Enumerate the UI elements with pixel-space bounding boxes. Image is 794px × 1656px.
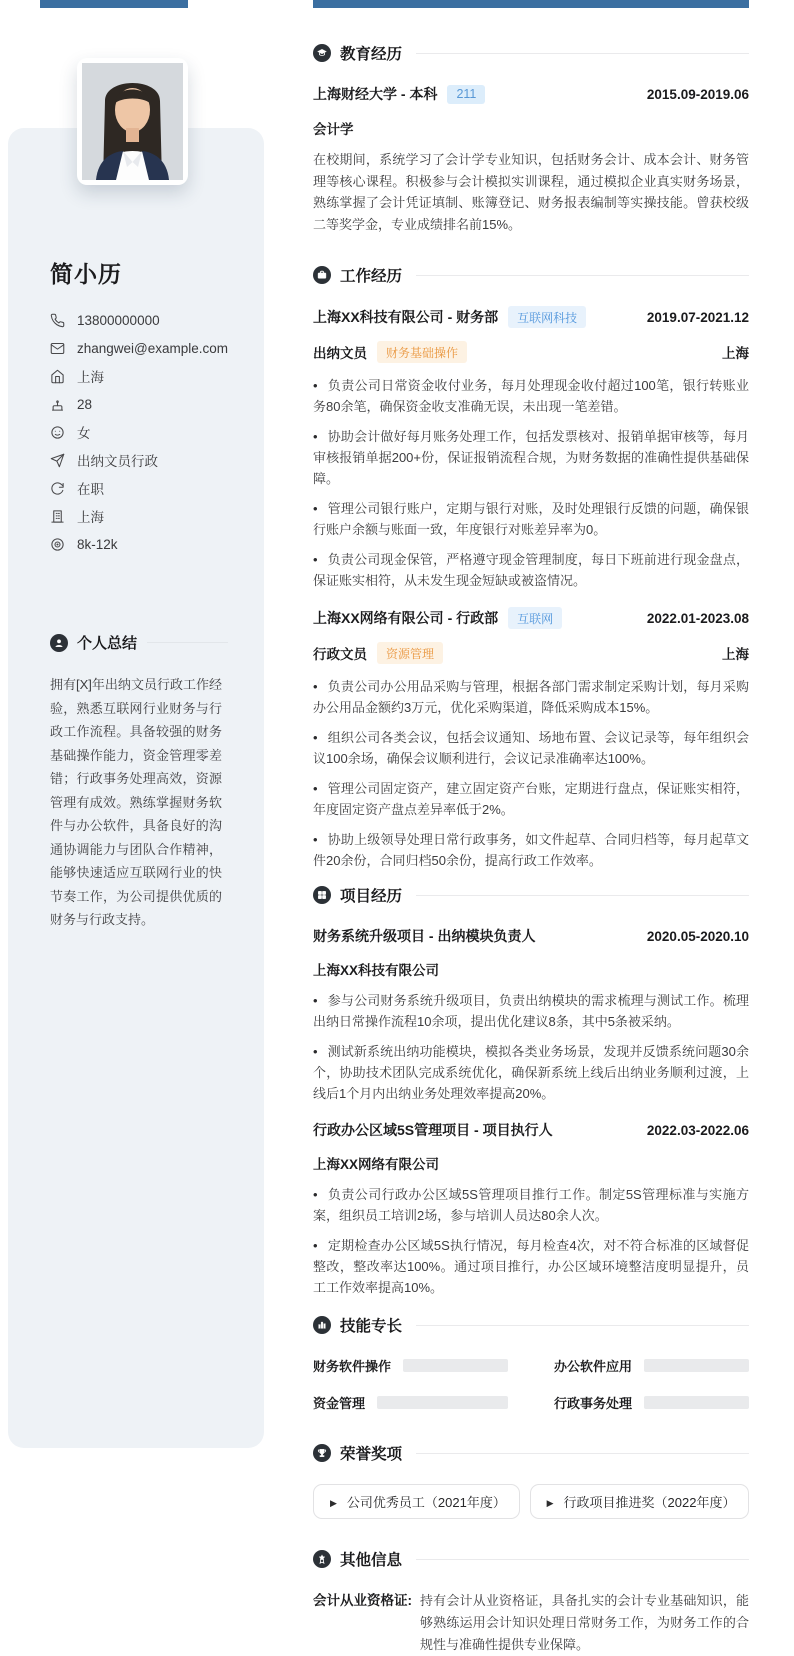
skill-bar-track [403, 1359, 508, 1372]
contact-list [50, 306, 228, 558]
certificate-item [313, 1590, 749, 1656]
school-name: 上海财经大学 - 本科 [313, 86, 438, 102]
skill-bar-track [377, 1396, 508, 1409]
contact-phone [50, 306, 228, 334]
main-column [313, 42, 749, 1656]
project-dates: 2020.05-2020.10 [646, 928, 749, 944]
summary-text: 拥有[X]年出纳文员行政工作经验，熟悉互联网行业财务与行政工作流程。具备较强的财务基础操作能力，资金管理零差错；行政事务处理高效，资源管理有成效。熟练掌握财务软件与办公软件，具备良好的沟通协调能力与团队合作精神，能够快速适应互联网行业的快节奏工作，为公司提供优质的财务与行政支持。 [50, 677, 222, 927]
status-icon [50, 481, 65, 496]
job-subheader [313, 642, 749, 664]
certificate-text: 持有会计从业资格证，具备扎实的会计专业基础知识，能够熟练运用会计知识处理日常财务工作，为财务工作的合规性与准确性提供专业保障。 [420, 1593, 749, 1652]
bullet-dot [313, 429, 328, 444]
honors-title: 荣誉奖项 [340, 1446, 403, 1463]
contact-value: 上海 [77, 370, 104, 385]
contact-value: 在职 [77, 482, 104, 497]
bullet-dot [313, 730, 328, 745]
position-icon [50, 453, 65, 468]
project-header [313, 1120, 749, 1140]
contact-city [50, 502, 228, 530]
project-item [313, 926, 749, 1104]
contact-salary [50, 530, 228, 558]
contact-value: 出纳文员行政 [77, 454, 158, 469]
job-position: 出纳文员 [313, 346, 367, 361]
job-dates: 2022.01-2023.08 [646, 610, 749, 626]
job-bullet: • 协助上级领导处理日常行政事务，如文件起草、合同归档等，每月起草文件20余份，合同归档50余份，提高行政工作效率。 [313, 829, 749, 871]
job-header [313, 306, 749, 328]
contact-value: 13800000000 [77, 312, 160, 328]
divider [416, 1453, 749, 1454]
bullet-dot [313, 1187, 328, 1202]
mail-icon [50, 341, 65, 356]
skills-title: 技能专长 [340, 1318, 403, 1335]
main-accent-bar [313, 0, 749, 8]
education-description: 在校期间，系统学习了会计学专业知识，包括财务会计、成本会计、财务管理等核心课程。积极参与会计模拟实训课程，通过模拟企业真实财务场景，熟练掌握了会计凭证填制、账簿登记、财务报表编制等实操技能。曾获校级二等奖学金，专业成绩排名前15%。 [313, 152, 749, 232]
project-name: 财务系统升级项目 - 出纳模块负责人 [313, 928, 536, 944]
candidate-name: 简小历 [50, 261, 122, 287]
skill-label: 办公软件应用 [554, 1359, 633, 1374]
bullet-dot [313, 993, 328, 1008]
divider [147, 642, 228, 643]
project-bullet: • 定期检查办公区域5S执行情况，每月检查4次，对不符合标准的区域督促整改，整改率达100%。通过项目推行，办公区域环境整洁度明显提升，员工工作效率提高10%。 [313, 1235, 749, 1298]
skills-section-header [313, 1314, 749, 1336]
bar-chart-icon [313, 1316, 331, 1334]
skill-bar-track [644, 1396, 749, 1409]
certificate-label: 会计从业资格证: [313, 1593, 412, 1608]
education-major: 会计学 [313, 122, 354, 137]
contact-position [50, 446, 228, 474]
divider [416, 1325, 749, 1326]
summary-title: 个人总结 [77, 635, 138, 652]
contact-value: 28 [77, 396, 93, 412]
skills-grid [313, 1356, 749, 1412]
honor-pill[interactable] [313, 1484, 520, 1519]
bullet-dot [313, 1238, 328, 1253]
industry-tag: 互联网 [508, 607, 562, 629]
honor-pill[interactable] [530, 1484, 749, 1519]
job-bullet: • 管理公司银行账户，定期与银行对账，及时处理银行反馈的问题，确保银行账户余额与账面一致，年度银行对账差异率为0。 [313, 498, 749, 540]
job-subheader [313, 341, 749, 363]
other-section-header [313, 1548, 749, 1570]
divider [416, 1559, 749, 1560]
divider [416, 53, 749, 54]
skill-item [313, 1393, 508, 1412]
school-badge: 211 [447, 85, 485, 104]
trophy-icon [313, 1444, 331, 1462]
contact-location [50, 362, 228, 390]
projects-title: 项目经历 [340, 888, 403, 905]
job-bullet: • 管理公司固定资产，建立固定资产台账，定期进行盘点，保证账实相符，年度固定资产盘点差异率低于2%。 [313, 778, 749, 820]
honor-list [313, 1484, 749, 1519]
contact-status [50, 474, 228, 502]
play-icon [547, 1494, 554, 1509]
person-icon [50, 634, 68, 652]
divider [416, 895, 749, 896]
company-name: 上海XX网络有限公司 - 行政部 [313, 610, 499, 626]
education-title: 教育经历 [340, 46, 403, 63]
sidebar-content [50, 256, 228, 932]
briefcase-icon [313, 266, 331, 284]
salary-icon [50, 537, 65, 552]
bullet-dot [313, 1044, 328, 1059]
skill-label: 财务软件操作 [313, 1359, 392, 1374]
job-location: 上海 [722, 346, 749, 361]
city-icon [50, 509, 65, 524]
bullet-dot [313, 552, 328, 567]
project-bullet: • 测试新系统出纳功能模块，模拟各类业务场景，发现并反馈系统问题30余个，协助技术团队完成系统优化，确保新系统上线后出纳业务顺利过渡，上线后1个月内出纳业务处理效率提高20%。 [313, 1041, 749, 1104]
contact-email [50, 334, 228, 362]
industry-tag: 互联网科技 [508, 306, 586, 328]
project-header [313, 926, 749, 946]
skill-item [554, 1393, 749, 1412]
contact-value: 女 [77, 426, 91, 441]
project-item [313, 1120, 749, 1298]
honor-label: 公司优秀员工（2021年度） [346, 1495, 506, 1510]
job-bullet: • 组织公司各类会议，包括会议通知、场地布置、会议记录等，每年组织会议100余场，确保会议顺利进行，会议记录准确率达100%。 [313, 727, 749, 769]
skill-item [313, 1356, 508, 1375]
education-dates: 2015.09-2019.06 [646, 86, 749, 102]
divider [416, 275, 749, 276]
project-bullet: • 负责公司行政办公区域5S管理项目推行工作。制定5S管理标准与实施方案，组织员工培训2场，参与培训人员达80余人次。 [313, 1184, 749, 1226]
bullet-dot [313, 781, 328, 796]
bullet-dot [313, 832, 328, 847]
project-company: 上海XX网络有限公司 [313, 1157, 440, 1172]
project-name: 行政办公区域5S管理项目 - 项目执行人 [313, 1122, 553, 1138]
skill-label: 资金管理 [313, 1396, 366, 1411]
job-bullet: • 负责公司现金保管，严格遵守现金管理制度，每日下班前进行现金盘点，保证账实相符，从未发生现金短缺或被盗情况。 [313, 549, 749, 591]
play-icon [330, 1494, 337, 1509]
job-bullet: • 协助会计做好每月账务处理工作，包括发票核对、报销单据审核等，每月审核报销单据200+份，保证报销流程合规，为财务数据的准确性提供基础保障。 [313, 426, 749, 489]
contact-value: 8k-12k [77, 536, 118, 552]
position-tag: 财务基础操作 [377, 341, 467, 363]
medal-icon [313, 1550, 331, 1568]
honor-label: 行政项目推进奖（2022年度） [563, 1495, 736, 1510]
other-title: 其他信息 [340, 1552, 403, 1569]
graduation-cap-icon [313, 44, 331, 62]
gender-icon [50, 425, 65, 440]
contact-gender [50, 418, 228, 446]
honors-section-header [313, 1442, 749, 1464]
profile-photo-image [82, 63, 183, 180]
project-company: 上海XX科技有限公司 [313, 963, 440, 978]
job-item [313, 607, 749, 871]
job-location: 上海 [722, 647, 749, 662]
home-icon [50, 369, 65, 384]
job-bullet: • 负责公司日常资金收付业务，每月处理现金收付超过100笔，银行转账业务80余笔，确保资金收支准确无误，未出现一笔差错。 [313, 375, 749, 417]
profile-photo [77, 58, 188, 185]
age-icon [50, 397, 65, 412]
job-dates: 2019.07-2021.12 [646, 309, 749, 325]
position-tag: 资源管理 [377, 642, 443, 664]
job-bullet: • 负责公司办公用品采购与管理，根据各部门需求制定采购计划，每月采购办公用品金额约3万元，优化采购渠道，降低采购成本15%。 [313, 676, 749, 718]
contact-age [50, 390, 228, 418]
education-section-header [313, 42, 749, 64]
phone-icon [50, 313, 65, 328]
summary-header [50, 632, 228, 653]
skill-label: 行政事务处理 [554, 1396, 633, 1411]
bullet-dot [313, 378, 328, 393]
job-position: 行政文员 [313, 647, 367, 662]
project-bullet: • 参与公司财务系统升级项目，负责出纳模块的需求梳理与测试工作。梳理出纳日常操作流程10余项，提出优化建议8条，其中5条被采纳。 [313, 990, 749, 1032]
work-section-header [313, 264, 749, 286]
grid-icon [313, 886, 331, 904]
sidebar-accent-bar [40, 0, 188, 8]
company-name: 上海XX科技有限公司 - 财务部 [313, 309, 499, 325]
contact-value: zhangwei@example.com [77, 340, 229, 356]
project-dates: 2022.03-2022.06 [646, 1122, 749, 1138]
skill-item [554, 1356, 749, 1375]
education-item-header [313, 84, 749, 104]
work-title: 工作经历 [340, 268, 403, 285]
job-item [313, 306, 749, 591]
bullet-dot [313, 501, 328, 516]
contact-value: 上海 [77, 510, 104, 525]
job-header [313, 607, 749, 629]
bullet-dot [313, 679, 328, 694]
projects-section-header [313, 884, 749, 906]
skill-bar-track [644, 1359, 749, 1372]
